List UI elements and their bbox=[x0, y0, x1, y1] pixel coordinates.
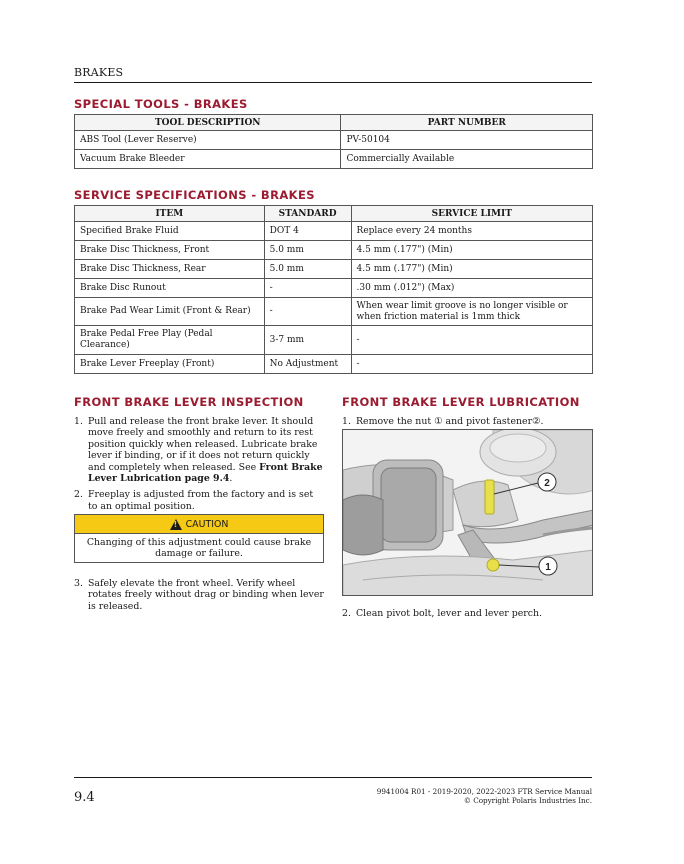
table-header-row bbox=[75, 115, 593, 131]
list-item bbox=[74, 578, 324, 612]
table-cell: - bbox=[264, 298, 351, 326]
warning-symbol: ! bbox=[173, 519, 178, 529]
step-number: 2. bbox=[342, 608, 351, 619]
step-text: Clean pivot bolt, lever and lever perch. bbox=[356, 608, 542, 619]
nut-highlight bbox=[487, 559, 499, 571]
table-row bbox=[75, 222, 593, 241]
step-text-end: . bbox=[229, 473, 233, 485]
warning-triangle-icon bbox=[170, 519, 182, 530]
table-cell: Vacuum Brake Bleeder bbox=[75, 150, 341, 169]
table-row bbox=[75, 241, 593, 260]
table-row bbox=[75, 131, 593, 150]
inspection-steps-part1 bbox=[74, 416, 324, 517]
list-item bbox=[74, 416, 324, 484]
step-number: 1. bbox=[342, 416, 351, 427]
table-cell: Brake Lever Freeplay (Front) bbox=[75, 355, 265, 374]
step-text: Safely elevate the front wheel. Verify wheel rotates freely without drag or binding when lever is released. bbox=[88, 578, 324, 612]
table-row bbox=[75, 298, 593, 326]
step-text: Remove the nut ① and pivot fastener②. bbox=[356, 416, 544, 427]
table-cell: ABS Tool (Lever Reserve) bbox=[75, 131, 341, 150]
table-cell: 4.5 mm (.177") (Min) bbox=[351, 260, 592, 279]
table-cell: 5.0 mm bbox=[264, 241, 351, 260]
list-item bbox=[342, 608, 593, 619]
table-cell: Brake Disc Runout bbox=[75, 279, 265, 298]
header-divider bbox=[74, 82, 592, 83]
step-number: 1. bbox=[74, 416, 83, 427]
table-cell: Brake Disc Thickness, Front bbox=[75, 241, 265, 260]
special-tools-table bbox=[74, 114, 593, 169]
column-header: ITEM bbox=[75, 206, 265, 222]
step-number: 2. bbox=[74, 489, 83, 501]
table-header-row bbox=[75, 206, 593, 222]
callout-1-label: 1 bbox=[545, 562, 551, 573]
caution-label: CAUTION bbox=[185, 518, 229, 530]
table-row bbox=[75, 150, 593, 169]
table-cell: No Adjustment bbox=[264, 355, 351, 374]
manual-reference: 9941004 R01 - 2019-2020, 2022-2023 FTR Service Manual bbox=[376, 787, 592, 796]
table-cell: Brake Pedal Free Play (Pedal Clearance) bbox=[75, 326, 265, 355]
brake-lever-figure bbox=[342, 429, 593, 596]
step-number: 3. bbox=[74, 578, 83, 589]
table-row bbox=[75, 326, 593, 355]
table-cell: 5.0 mm bbox=[264, 260, 351, 279]
brake-lever-illustration bbox=[343, 430, 593, 596]
table-row bbox=[75, 355, 593, 374]
caution-header bbox=[75, 515, 323, 534]
copyright-notice: © Copyright Polaris Industries Inc. bbox=[463, 796, 592, 805]
page-header-title: BRAKES bbox=[74, 66, 124, 79]
table-cell: Specified Brake Fluid bbox=[75, 222, 265, 241]
service-specs-table bbox=[74, 205, 593, 374]
table-cell: .30 mm (.012") (Max) bbox=[351, 279, 592, 298]
cross-reference-link[interactable]: Front Brake Lever Lubrication page 9.4 bbox=[88, 461, 323, 485]
caution-callout bbox=[74, 514, 324, 563]
table-row bbox=[75, 260, 593, 279]
column-header: TOOL DESCRIPTION bbox=[75, 115, 341, 131]
column-header: PART NUMBER bbox=[341, 115, 593, 131]
pivot-fastener-highlight bbox=[485, 480, 494, 514]
special-tools-heading: SPECIAL TOOLS - BRAKES bbox=[74, 97, 248, 111]
footer-divider bbox=[74, 777, 592, 778]
list-item bbox=[74, 489, 324, 512]
lubrication-heading: FRONT BRAKE LEVER LUBRICATION bbox=[342, 395, 580, 409]
table-cell: When wear limit groove is no longer visible or when friction material is 1mm thick bbox=[351, 298, 592, 326]
step-text-main: Pull and release the front brake lever. It should move freely and smoothly and return to its rest position quickly when released. Lubricate brake lever if binding, or if it does not return quickly and completely when released. See bbox=[88, 416, 318, 473]
column-header: SERVICE LIMIT bbox=[351, 206, 592, 222]
callout-2-label: 2 bbox=[544, 478, 550, 489]
column-header: STANDARD bbox=[264, 206, 351, 222]
table-cell: Commercially Available bbox=[341, 150, 593, 169]
step-text: Freeplay is adjusted from the factory and is set to an optimal position. bbox=[88, 489, 314, 512]
table-cell: Replace every 24 months bbox=[351, 222, 592, 241]
page-number: 9.4 bbox=[74, 790, 95, 805]
table-cell: Brake Disc Thickness, Rear bbox=[75, 260, 265, 279]
table-cell: DOT 4 bbox=[264, 222, 351, 241]
list-item bbox=[342, 416, 593, 427]
step-text bbox=[88, 416, 324, 484]
inspection-heading: FRONT BRAKE LEVER INSPECTION bbox=[74, 395, 304, 409]
caution-message: Changing of this adjustment could cause brake damage or failure. bbox=[86, 537, 312, 560]
table-cell: - bbox=[264, 279, 351, 298]
inspection-steps-part2 bbox=[74, 578, 324, 617]
table-cell: - bbox=[351, 355, 592, 374]
table-cell: PV-50104 bbox=[341, 131, 593, 150]
table-row bbox=[75, 279, 593, 298]
table-cell: 4.5 mm (.177") (Min) bbox=[351, 241, 592, 260]
table-cell: Brake Pad Wear Limit (Front & Rear) bbox=[75, 298, 265, 326]
lubrication-step-2 bbox=[342, 608, 593, 624]
table-cell: - bbox=[351, 326, 592, 355]
footer-info bbox=[377, 787, 592, 805]
service-specs-heading: SERVICE SPECIFICATIONS - BRAKES bbox=[74, 188, 315, 202]
table-cell: 3-7 mm bbox=[264, 326, 351, 355]
